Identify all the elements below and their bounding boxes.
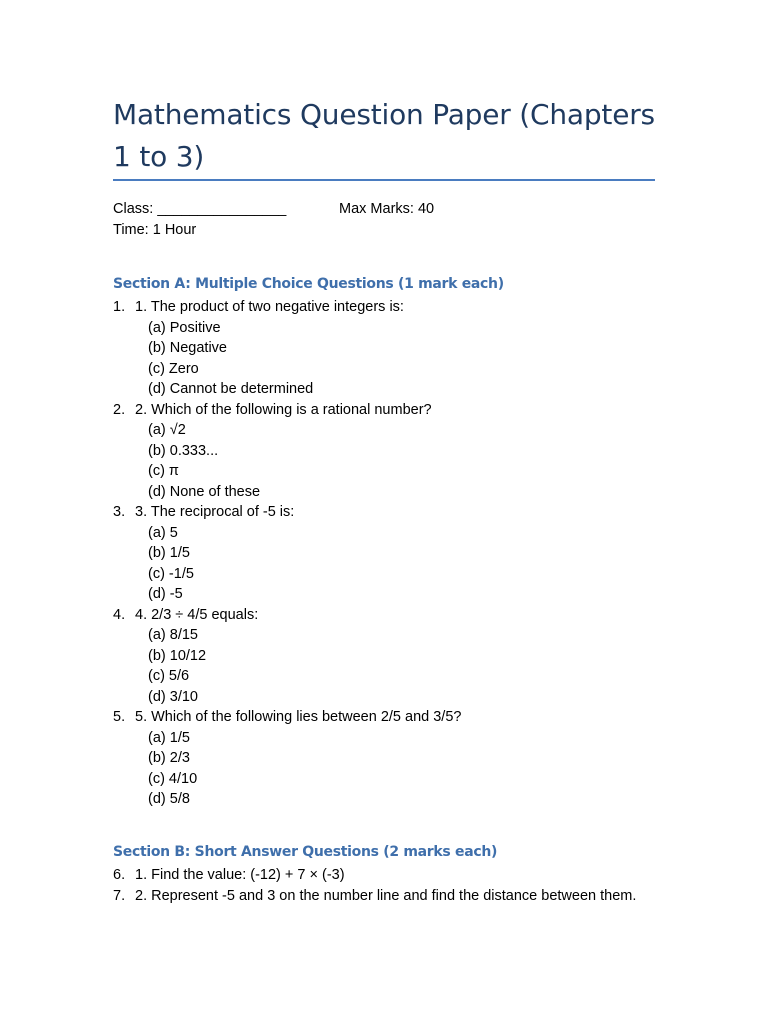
question-text: 1. The product of two negative integers is: [135, 299, 404, 315]
paper-meta [113, 199, 655, 241]
option: (d) None of these [148, 483, 261, 500]
question-number: 2. [113, 401, 126, 418]
option: (c) 4/10 [148, 770, 198, 787]
option-list [135, 420, 655, 502]
question-item [113, 605, 655, 708]
option: (a) √2 [148, 422, 186, 438]
question-text: 4. 2/3 ÷ 4/5 equals: [135, 606, 259, 623]
option: (a) 5 [148, 524, 178, 541]
option: (b) 0.333... [148, 442, 219, 459]
option: (a) Positive [148, 319, 221, 336]
question-item [113, 297, 655, 400]
option: (d) -5 [148, 586, 183, 602]
question-number: 5. [113, 709, 126, 725]
option-list [135, 318, 655, 400]
option: (c) -1/5 [148, 565, 194, 582]
page-title: Mathematics Question Paper (Chapters 1 to 3) [113, 98, 655, 173]
option: (c) Zero [148, 360, 199, 377]
option: (c) 5/6 [148, 668, 190, 684]
question-item [113, 400, 655, 503]
section-a-questions [113, 297, 655, 810]
section-b-heading: Section B: Short Answer Questions (2 marks each) [113, 844, 498, 860]
option: (c) π [148, 463, 179, 479]
option-list [135, 625, 655, 707]
option: (d) 3/10 [148, 688, 198, 705]
option: (b) 1/5 [148, 545, 190, 561]
option: (b) 10/12 [148, 647, 207, 664]
question-item [113, 865, 655, 886]
section-a-heading: Section A: Multiple Choice Questions (1 mark each) [113, 276, 504, 292]
class-field: Class: ________________ [113, 201, 287, 217]
question-number: 7. [113, 887, 126, 904]
question-text: 1. Find the value: (-12) + 7 × (-3) [135, 867, 345, 883]
question-item [113, 502, 655, 605]
meta-row-time [113, 220, 655, 241]
max-marks: Max Marks: 40 [339, 201, 435, 217]
question-text: 3. The reciprocal of -5 is: [135, 504, 295, 520]
question-item [113, 707, 655, 810]
option: (b) 2/3 [148, 750, 190, 766]
question-text: 2. Represent -5 and 3 on the number line and find the distance between them. [135, 887, 637, 904]
question-number: 1. [113, 299, 126, 315]
option: (b) Negative [148, 340, 227, 356]
option-list [135, 728, 655, 810]
question-text: 5. Which of the following lies between 2/5 and 3/5? [135, 709, 462, 725]
question-number: 4. [113, 606, 126, 623]
option: (d) Cannot be determined [148, 381, 314, 397]
meta-row-class [113, 199, 655, 220]
question-number: 3. [113, 504, 126, 520]
question-text: 2. Which of the following is a rational number? [135, 401, 432, 418]
option-list [135, 523, 655, 605]
option: (a) 8/15 [148, 627, 198, 643]
option: (a) 1/5 [148, 729, 190, 746]
question-item [113, 886, 655, 907]
section-b-questions [113, 865, 655, 906]
title-divider [113, 179, 655, 181]
option: (d) 5/8 [148, 791, 190, 807]
time-duration: Time: 1 Hour [113, 222, 197, 238]
question-number: 6. [113, 867, 126, 883]
